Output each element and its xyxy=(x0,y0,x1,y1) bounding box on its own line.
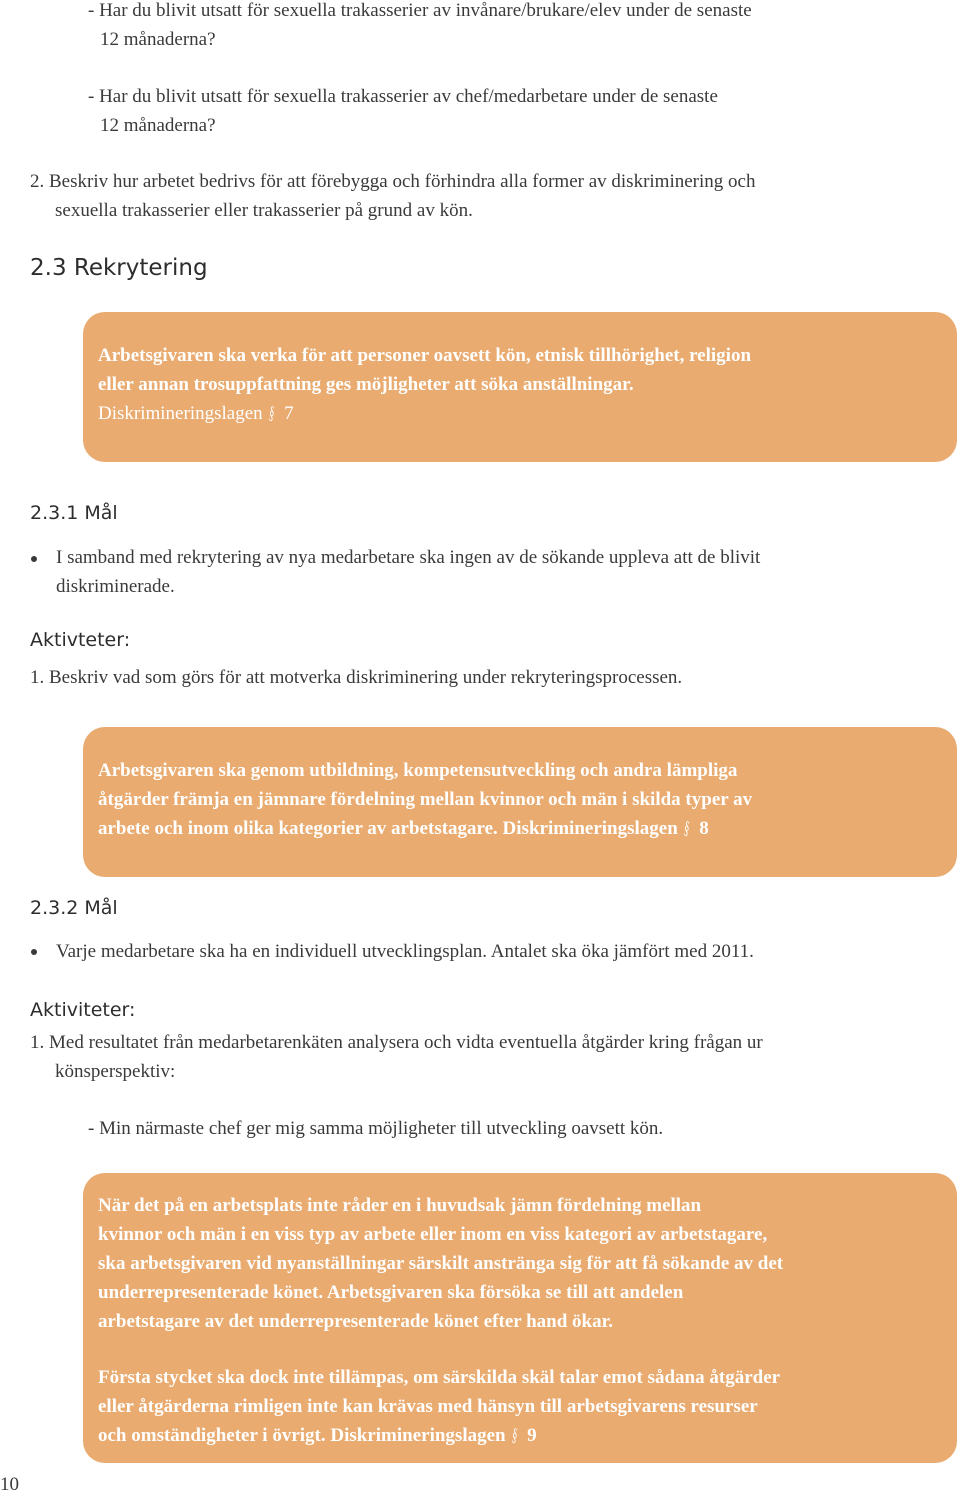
goal-text-2-3-1 xyxy=(56,543,760,601)
text-line: Arbetsgivaren ska verka för att personer oavsett kön, etnisk tillhörighet, religion xyxy=(98,345,752,366)
text-line: ska arbetsgivaren vid nyanställningar särskilt anstränga sig för att få sökande av det xyxy=(98,1253,784,1274)
bullet xyxy=(31,949,37,955)
law-quote-hiring-para2 xyxy=(98,1363,780,1450)
text-line: kvinnor och män i en viss typ av arbete eller inom en viss kategori av arbetstagare, xyxy=(98,1224,768,1245)
activity-1-recruitment: 1. Beskriv vad som görs för att motverka diskriminering under rekryteringsprocessen. xyxy=(30,667,683,688)
text-line: åtgärder främja en jämnare fördelning mellan kvinnor och män i skilda typer av xyxy=(98,789,753,810)
text-line: När det på en arbetsplats inte råder en i huvudsak jämn fördelning mellan xyxy=(98,1195,702,1216)
text-line: diskriminerade. xyxy=(56,576,175,597)
section-heading-goal-2-3-2: 2.3.2 Mål xyxy=(30,897,118,919)
bullet xyxy=(31,556,37,562)
law-sentence: arbete och inom olika kategorier av arbetstagare. Diskrimineringslagen xyxy=(98,818,678,839)
activities-heading: Aktiviteter: xyxy=(30,999,136,1021)
text-line: 12 månaderna? xyxy=(100,115,216,136)
law-name: Diskrimineringslagen xyxy=(98,403,263,424)
law-quote-hiring-para1 xyxy=(98,1191,783,1336)
text-line: sexuella trakasserier eller trakasserier på grund av kön. xyxy=(55,200,473,221)
text-line: eller åtgärderna rimligen inte kan krävas med hänsyn till arbetsgivarens resurser xyxy=(98,1396,758,1417)
paragraph-number: 7 xyxy=(284,403,294,424)
text-line xyxy=(98,814,752,843)
law-sentence: och omständigheter i övrigt. Diskrimineringslagen xyxy=(98,1425,506,1446)
paragraph-sign: § xyxy=(682,817,691,840)
paragraph-sign: § xyxy=(267,402,276,425)
text-line: könsperspektiv: xyxy=(55,1061,176,1082)
paragraph-number: 8 xyxy=(699,818,709,839)
item-2-describe-prevention xyxy=(30,167,755,225)
page-number: 10 xyxy=(0,1474,19,1495)
law-quote-training-text xyxy=(98,756,752,843)
paragraph-number: 9 xyxy=(527,1425,537,1446)
text-line: underrepresenterade könet. Arbetsgivaren ska försöka se till att andelen xyxy=(98,1282,684,1303)
section-heading-recruitment: 2.3 Rekrytering xyxy=(30,255,208,281)
text-line: - Har du blivit utsatt för sexuella trakasserier av chef/medarbetare under de senaste xyxy=(88,86,718,107)
activity-1-survey xyxy=(30,1028,763,1086)
text-line: 12 månaderna? xyxy=(100,29,216,50)
text-line: I samband med rekrytering av nya medarbetare ska ingen av de sökande uppleva att de blivit xyxy=(56,547,761,568)
text-line: arbetstagare av det underrepresenterade könet efter hand ökar. xyxy=(98,1311,614,1332)
text-line: eller annan trosuppfattning ges möjligheter att söka anställningar. xyxy=(98,374,634,395)
law-reference xyxy=(98,399,751,428)
text-line: 2. Beskriv hur arbetet bedrivs för att förebygga och förhindra alla former av diskriminering och xyxy=(30,171,756,192)
question-client-harassment xyxy=(88,0,752,54)
law-quote-recruitment-text xyxy=(98,341,751,428)
text-line: 1. Med resultatet från medarbetarenkäten analysera och vidta eventuella åtgärder kring frågan ur xyxy=(30,1032,763,1053)
text-line: Första stycket ska dock inte tillämpas, om särskilda skäl talar emot sådana åtgärder xyxy=(98,1367,781,1388)
paragraph-sign: § xyxy=(510,1424,519,1447)
activities-heading: Aktivteter: xyxy=(30,629,131,651)
section-heading-goal-2-3-1: 2.3.1 Mål xyxy=(30,502,118,524)
survey-statement: - Min närmaste chef ger mig samma möjligheter till utveckling oavsett kön. xyxy=(88,1118,664,1139)
question-colleague-harassment xyxy=(88,82,718,140)
text-line xyxy=(98,1421,780,1450)
text-line: Arbetsgivaren ska genom utbildning, kompetensutveckling och andra lämpliga xyxy=(98,760,738,781)
text-line: - Har du blivit utsatt för sexuella trakasserier av invånare/brukare/elev under de senaste xyxy=(88,0,752,21)
goal-text-2-3-2: Varje medarbetare ska ha en individuell utvecklingsplan. Antalet ska öka jämfört med 2011. xyxy=(56,941,754,962)
